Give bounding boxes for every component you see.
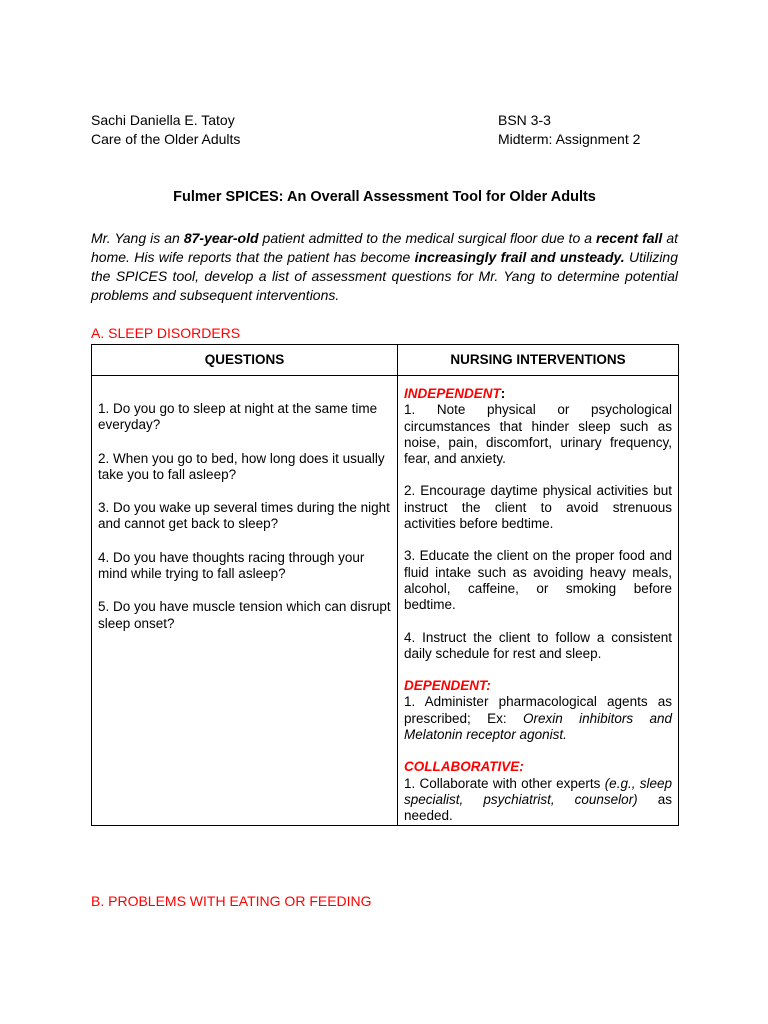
table-row [92,376,679,826]
interventions-cell [398,376,679,826]
collaborative-label: COLLABORATIVE: [404,759,524,775]
header-right [498,111,640,149]
dependent-label: DEPENDENT: [404,678,491,694]
collaborative-intervention [404,776,672,825]
question-item: 1. Do you go to sleep at night at the same time everyday? [98,401,378,433]
section-a-title: A. SLEEP DISORDERS [91,325,241,341]
question-item: 2. When you go to bed, how long does it usually take you to fall asleep? [98,450,385,482]
scenario-text-1: Mr. Yang is an [91,230,184,246]
scenario-text-4: Utilizing the SPICES tool, develop a list of assessment questions for Mr. Yang to determine potential problems and subsequent interventions. [91,249,678,303]
course-name: Care of the Older Adults [91,131,241,147]
document-title: Fulmer SPICES: An Overall Assessment Tool for Older Adults [173,189,596,205]
student-name: Sachi Daniella E. Tatoy [91,112,235,128]
independent-colon: : [500,386,506,401]
collaborative-experts: (e.g., sleep specialist, psychiatrist, counselor) [404,775,672,807]
collaborative-suffix: as needed. [404,791,672,824]
questions-cell [92,376,398,826]
scenario-condition: increasingly frail and unsteady. [414,249,625,265]
dependent-intervention [404,694,672,743]
intervention-item: 4. Instruct the client to follow a consistent daily schedule for rest and sleep. [404,629,672,661]
intervention-item: 3. Educate the client on the proper food and fluid intake such as avoiding heavy meals, alcohol, caffeine, or smoking before bedtime. [404,548,672,613]
assignment-label: Midterm: Assignment 2 [498,131,641,147]
question-item: 4. Do you have thoughts racing through your mind while trying to fall asleep? [98,549,365,582]
scenario-age: 87-year-old [183,230,259,246]
sleep-disorders-table [91,344,679,826]
interventions-header: NURSING INTERVENTIONS [398,345,679,376]
dependent-drugs: Orexin inhibitors and Melatonin receptor agonist. [404,710,672,743]
header-left [91,111,240,149]
questions-header: QUESTIONS [92,345,398,376]
intervention-item: 1. Note physical or psychological circumstances that hinder sleep such as noise, pain, discomfort, urinary frequency, fear, and anxiety. [404,402,672,467]
case-scenario [91,229,678,305]
section-b-title: B. PROBLEMS WITH EATING OR FEEDING [91,893,372,909]
class-section: BSN 3-3 [498,112,551,128]
collaborative-text: 1. Collaborate with other experts [404,775,605,791]
independent-label: INDEPENDENT [404,386,501,401]
scenario-reason: recent fall [596,230,663,246]
table-header-row [92,345,679,376]
intervention-item: 2. Encourage daytime physical activities but instruct the client to avoid strenuous activities before bedtime. [404,483,672,532]
question-item: 3. Do you wake up several times during the night and cannot get back to sleep? [98,500,390,532]
independent-heading [404,386,672,402]
scenario-text-2: patient admitted to the medical surgical floor due to a [258,230,597,246]
scenario-text-3: at home. His wife reports that the patient has become [91,230,678,265]
question-item: 5. Do you have muscle tension which can disrupt sleep onset? [98,599,391,631]
dependent-text: 1. Administer pharmacological agents as prescribed; Ex: [404,694,672,726]
